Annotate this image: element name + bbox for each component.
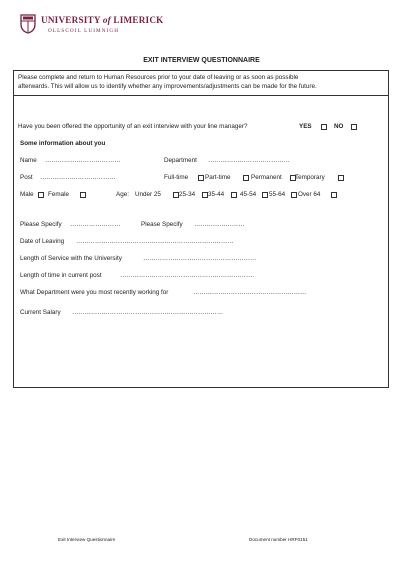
- yes-label: YES: [299, 123, 312, 130]
- university-name: UNIVERSITY of LIMERICK: [41, 15, 164, 25]
- age-55-64-label: 55-64: [269, 191, 286, 198]
- specify-gender-label: Please Specify: [20, 221, 62, 228]
- age-25-34-label: 25-34: [179, 191, 196, 198]
- temporary-checkbox[interactable]: [338, 175, 344, 181]
- over-64-label: Over 64: [298, 191, 321, 198]
- full-time-checkbox[interactable]: [198, 175, 204, 181]
- no-checkbox[interactable]: [351, 124, 357, 130]
- male-label: Male: [20, 191, 34, 198]
- page-title: EXIT INTERVIEW QUESTIONNAIRE: [143, 57, 260, 64]
- time-in-post-field[interactable]: ……………………………………………………….: [120, 272, 254, 279]
- department-field[interactable]: …………………………………: [208, 157, 290, 164]
- form-divider: [13, 95, 389, 96]
- length-of-service-label: Length of Service with the University: [20, 255, 122, 262]
- age-label: Age:: [116, 191, 129, 198]
- department-label: Department: [164, 157, 197, 164]
- part-time-checkbox[interactable]: [243, 175, 249, 181]
- current-salary-label: Current Salary: [20, 309, 61, 316]
- length-of-service-field[interactable]: ………………………………………………: [143, 255, 257, 262]
- temporary-label: Temporary: [295, 174, 325, 181]
- time-in-post-label: Length of time in current post: [20, 272, 102, 279]
- over-64-checkbox[interactable]: [331, 192, 337, 198]
- no-label: NO: [334, 123, 344, 130]
- age-35-44-label: 35-44: [208, 191, 225, 198]
- post-field[interactable]: ………………………………: [40, 174, 116, 181]
- university-crest-icon: [20, 14, 36, 34]
- age-35-44-checkbox[interactable]: [231, 192, 237, 198]
- specify-gender-field[interactable]: ……………………: [70, 221, 121, 228]
- recent-department-label: What Department were you most recently working for: [20, 289, 169, 296]
- female-checkbox[interactable]: [80, 192, 86, 198]
- section-heading: Some information about you: [20, 140, 106, 147]
- full-time-label: Full-time: [164, 174, 189, 181]
- intro-line-1: Please complete and return to Human Resources prior to your date of leaving or as soon as possible: [18, 74, 299, 81]
- name-field[interactable]: ………………………………: [45, 157, 121, 164]
- recent-department-field[interactable]: ………………………………………………: [193, 289, 307, 296]
- male-checkbox[interactable]: [38, 192, 44, 198]
- current-salary-field[interactable]: ………………………………………………………………: [72, 309, 224, 316]
- form-box: [13, 70, 389, 388]
- age-45-54-checkbox[interactable]: [262, 192, 268, 198]
- age-55-64-checkbox[interactable]: [291, 192, 297, 198]
- specify-age-field[interactable]: ……………………: [194, 221, 245, 228]
- footer-document-title: Exit Interview Questionnaire: [58, 537, 116, 542]
- post-label: Post: [20, 174, 33, 181]
- yes-checkbox[interactable]: [321, 124, 327, 130]
- date-of-leaving-field[interactable]: …………………………………………………………………: [76, 238, 234, 245]
- age-45-54-label: 45-54: [240, 191, 257, 198]
- date-of-leaving-label: Date of Leaving: [20, 238, 65, 245]
- footer-document-number: Document number HRF0151: [249, 537, 308, 542]
- specify-age-label: Please Specify: [141, 221, 183, 228]
- intro-line-2: afterwards. This will allow us to identify whether any improvements/adjustments can be made for the future.: [18, 83, 317, 90]
- permanent-label: Permanent: [251, 174, 282, 181]
- name-label: Name: [20, 157, 37, 164]
- exit-interview-question: Have you been offered the opportunity of an exit interview with your line manager?: [18, 123, 248, 130]
- female-label: Female: [48, 191, 69, 198]
- under-25-label: Under 25: [135, 191, 161, 198]
- university-irish-name: OLLSCOIL LUIMNIGH: [48, 28, 120, 34]
- part-time-label: Part-time: [205, 174, 231, 181]
